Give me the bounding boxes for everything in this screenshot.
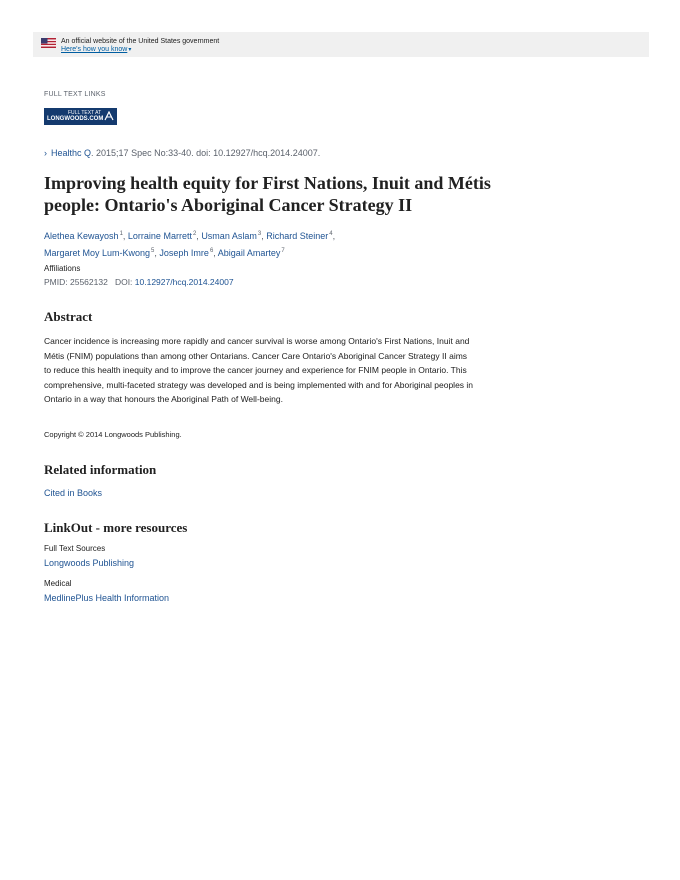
author-affiliation-number: 1 — [119, 231, 123, 237]
logo-line1: FULL TEXT AT — [68, 110, 102, 116]
author-link[interactable] — [218, 248, 285, 258]
publisher-logo-mark-icon — [104, 111, 114, 121]
author-name: Lorraine Marrett — [127, 231, 192, 241]
gov-banner-text: An official website of the United States government — [61, 38, 220, 45]
author-affiliation-number: 6 — [209, 248, 214, 254]
copyright-notice: Copyright © 2014 Longwoods Publishing. — [44, 430, 182, 439]
author-link[interactable] — [44, 231, 123, 241]
citation — [44, 148, 320, 158]
author-link[interactable] — [44, 248, 154, 258]
journal-link[interactable]: Healthc Q — [51, 148, 92, 158]
linkout-heading: LinkOut - more resources — [44, 520, 188, 535]
author-link[interactable] — [159, 248, 213, 258]
pmid-value: 25562132 — [69, 277, 108, 287]
how-you-know-link[interactable] — [61, 46, 131, 53]
article-title: Improving health equity for First Nations, Inuit and Métis people: Ontario's Aboriginal Cancer Strategy II — [44, 173, 491, 215]
longwoods-full-text-button[interactable] — [44, 108, 117, 125]
author-name: Margaret Moy Lum-Kwong — [44, 248, 151, 258]
author-affiliation-number: 2 — [192, 231, 197, 237]
logo-line2: LONGWOODS.COM — [47, 116, 104, 122]
author-affiliation-number: 7 — [281, 248, 285, 254]
author-link[interactable] — [266, 231, 332, 241]
how-you-know-label: Here's how you know — [61, 46, 128, 53]
linkout-group-label: Medical — [44, 579, 72, 588]
affiliations-toggle[interactable]: Affiliations — [44, 264, 81, 273]
author-name: Usman Aslam — [201, 231, 257, 241]
author-name: Abigail Amartey — [217, 248, 281, 258]
chevron-right-icon: › — [44, 148, 47, 158]
pmid-label: PMID: — [44, 277, 70, 287]
author-affiliation-number: 4 — [329, 231, 333, 237]
author-list: Alethea Kewayosh$^1$, Lorraine Marrett$^2$, Usman Aslam$^3$, Richard Steiner$^4$, Margaret Moy Lum-Kwong$^5$, Joseph Imre$^6$, Abigail Amartey$^7$ — [44, 231, 336, 258]
full-text-links-label: FULL TEXT LINKS — [44, 91, 106, 98]
us-flag-icon — [41, 38, 56, 48]
article-identifiers — [44, 277, 234, 287]
author-link[interactable] — [128, 231, 196, 241]
chevron-down-icon: ▾ — [128, 47, 132, 53]
author-affiliation-number: 5 — [151, 248, 155, 254]
cited-in-books-link[interactable]: Cited in Books — [44, 488, 103, 498]
doi-link[interactable]: 10.12927/hcq.2014.24007 — [134, 277, 234, 287]
gov-banner — [33, 32, 649, 57]
author-affiliation-number: 3 — [257, 231, 262, 237]
longwoods-publishing-link[interactable]: Longwoods Publishing — [44, 558, 135, 568]
author-name: Joseph Imre — [159, 248, 209, 258]
related-information-heading: Related information — [44, 462, 157, 477]
citation-details: . 2015;17 Spec No:33-40. doi: 10.12927/hcq.2014.24007. — [91, 148, 321, 158]
author-link[interactable] — [201, 231, 261, 241]
abstract-heading: Abstract — [44, 309, 93, 324]
linkout-group-label: Full Text Sources — [44, 544, 106, 553]
author-name: Richard Steiner — [266, 231, 329, 241]
medlineplus-link[interactable]: MedlinePlus Health Information — [44, 593, 170, 603]
author-name: Alethea Kewayosh — [44, 231, 119, 241]
doi-label: DOI: — [114, 277, 135, 287]
abstract-text: Cancer incidence is increasing more rapidly and cancer survival is worse among Ontario's First Nations, Inuit and Métis (FNIM) populations than among other Ontarians. Cancer Care Ontario's Aboriginal Cancer Strategy II aims to reduce this health inequity and to improve the cancer journey and experience for FNIM people in Ontario. This comprehensive, multi-faceted strategy was developed and is being implemented with and for Aboriginal peoples in Ontario in a way that honours the Aboriginal Path of Well-being. — [44, 336, 474, 405]
